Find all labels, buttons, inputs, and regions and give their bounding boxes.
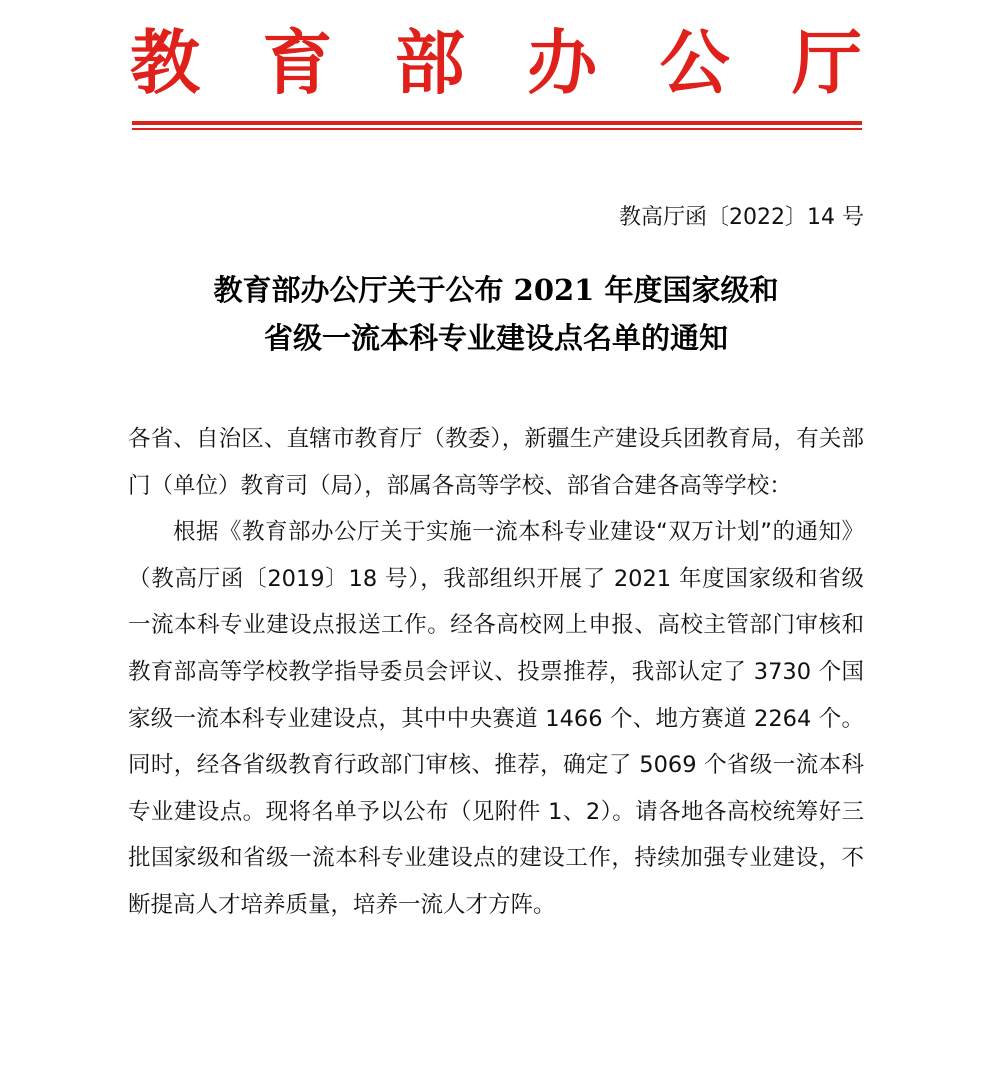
document-body bbox=[128, 416, 864, 929]
letterhead-char: 厅 bbox=[791, 21, 862, 104]
letterhead-char: 育 bbox=[262, 21, 333, 104]
letterhead-char: 部 bbox=[394, 21, 465, 104]
letterhead-char: 公 bbox=[659, 21, 730, 104]
letterhead-rule-thin bbox=[132, 128, 862, 130]
letterhead-char: 办 bbox=[527, 21, 598, 104]
document-number: 教高厅函〔2022〕14 号 bbox=[619, 205, 864, 230]
title-line-1: 教育部办公厅关于公布 2021 年度国家级和 bbox=[213, 273, 779, 307]
letterhead bbox=[130, 18, 862, 108]
document-title bbox=[130, 266, 862, 362]
body-paragraph: 根据《教育部办公厅关于实施一流本科专业建设“双万计划”的通知》（教高厅函〔2019〕18 号），我部组织开展了 2021 年度国家级和省级一流本科专业建设点报送工作。经各高校网上申报、高校主管部门审核和教育部高等学校教学指导委员会评议、投票推荐，我部认定了 3730 个国家级一流本科专业建设点，其中中央赛道 1466 个、地方赛道 2264 个。同时，经各省级教育行政部门审核、推荐，确定了 5069 个省级一流本科专业建设点。现将名单予以公布（见附件 1、2）。请各地各高校统筹好三批国家级和省级一流本科专业建设点的建设工作，持续加强专业建设，不断提高人才培养质量，培养一流人才方阵。 bbox=[128, 519, 864, 918]
title-line-2: 省级一流本科专业建设点名单的通知 bbox=[263, 321, 728, 355]
letterhead-rule-thick bbox=[132, 121, 862, 125]
letterhead-char: 教 bbox=[130, 21, 200, 104]
addressee: 各省、自治区、直辖市教育厅（教委），新疆生产建设兵团教育局，有关部门（单位）教育司（局），部属各高等学校、部省合建各高等学校： bbox=[128, 426, 864, 499]
